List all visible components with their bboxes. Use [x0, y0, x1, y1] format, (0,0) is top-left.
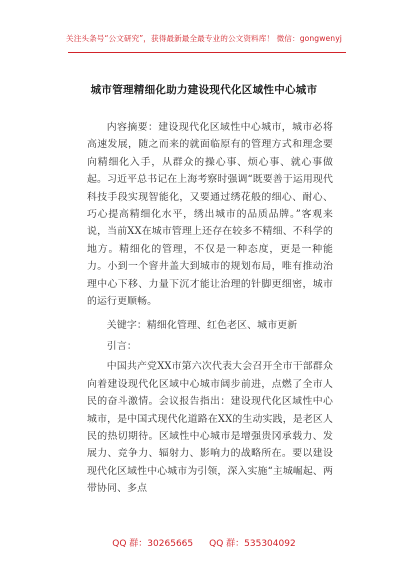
- intro-label: 引言：: [106, 340, 137, 352]
- document-title: 城市管理精细化助力建设现代化区域性中心城市: [90, 84, 318, 96]
- body-paragraph: 中国共产党XX市第六次代表大会召开全市干部群众向着建设现代化区域中心城市阔步前进，点燃了全市人民的奋斗激情。会议报告指出：建设现代化区域性中心城市，是中国式现代化道路在XX的生动实践，是老区人民的热切期待。区域性中心城市是增强贵冈承载力、发展力、竞争力、辐射力、影响力的战略所在。要以建设现代化区域性中心城市为引领，深入实施“主城崛起、两带协同、多点: [87, 361, 333, 495]
- header-divider: [68, 52, 346, 53]
- footer-qq-group-1: QQ 群：30265665: [112, 539, 194, 549]
- keywords-line: 关键字：精细化管理、红色老区、城市更新: [106, 320, 298, 332]
- footer-qq-group-2: QQ 群：535304092: [209, 539, 296, 549]
- document-body: [87, 119, 333, 505]
- footer-contact: [0, 536, 408, 549]
- header-promo-note: 关注头条号“公文研究”，获得最新最全最专业的公文资料库！ 微信：gongwenyj: [66, 34, 342, 43]
- abstract-paragraph: 内容摘要：建设现代化区域性中心城市，城市必将高速发展，随之而来的就面临原有的管理方式和理念要向精细化入手，从群众的操心事、烦心事、就心事做起。习近平总书记在上海考察时强调“既要善于运用现代科技手段实现智能化，又要通过绣花般的细心、耐心、巧心提高精细化水平，绣出城市的品质品牌。”客观来说，当前XX在城市管理上还存在较多不精细、不科学的地方。精细化的管理，不仅是一种态度，更是一种能力。小到一个窨井盖大到城市的规划布局，唯有推动治理中心下移、力量下沉才能让治理的针脚更细密，城市的运行更顺畅。: [87, 122, 333, 308]
